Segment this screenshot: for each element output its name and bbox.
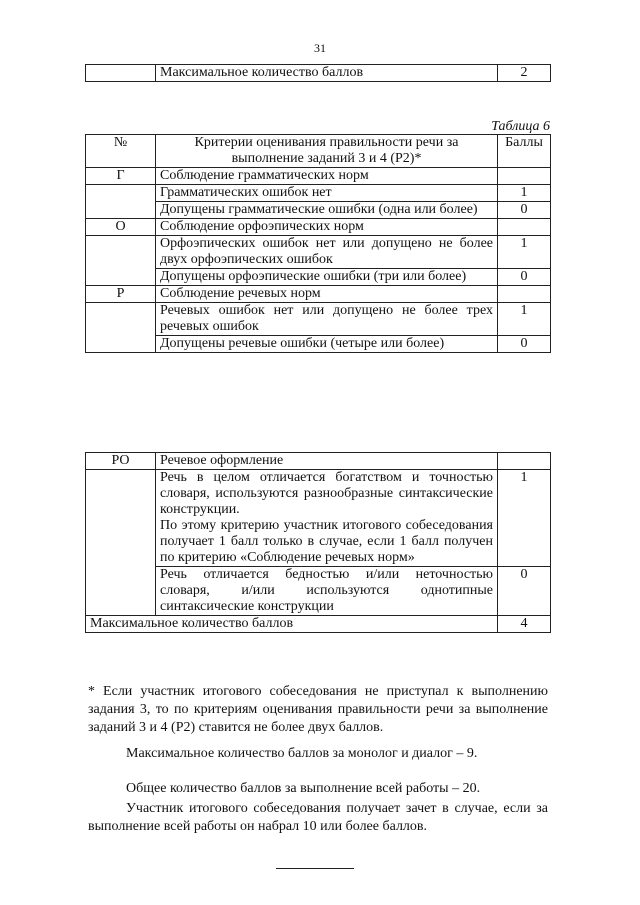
- empty-cell: [86, 236, 156, 286]
- total-points: Общее количество баллов за выполнение всей работы – 20.: [126, 781, 481, 796]
- section-title: Соблюдение речевых норм: [156, 286, 498, 303]
- criterion-points: 0: [498, 336, 551, 353]
- empty-cell: [498, 453, 551, 470]
- criterion-points: 1: [498, 236, 551, 269]
- max-score-label: Максимальное количество баллов: [86, 616, 498, 633]
- empty-cell: [86, 65, 156, 82]
- end-rule: [276, 868, 354, 869]
- criterion-text: Допущены грамматические ошибки (одна или более): [156, 202, 498, 219]
- criterion-text: Речь отличается бедностью и/или неточностью словаря, и/или используются однотипные синтаксические конструкции: [156, 567, 498, 616]
- empty-cell: [86, 303, 156, 353]
- page-number: 31: [314, 41, 326, 55]
- footnote: * Если участник итогового собеседования не приступал к выполнению задания 3, то по критериям оценивания правильности речи за выполнение заданий 3 и 4 (Р2) ставится не более двух баллов.: [88, 684, 548, 735]
- criterion-text: Речевых ошибок нет или допущено не более трех речевых ошибок: [156, 303, 498, 336]
- empty-cell: [86, 185, 156, 219]
- criterion-text: Орфоэпических ошибок нет или допущено не более двух орфоэпических ошибок: [156, 236, 498, 269]
- criterion-points: 0: [498, 269, 551, 286]
- header-criteria: Критерии оценивания правильности речи за выполнение заданий 3 и 4 (Р2)*: [156, 135, 498, 168]
- pass-condition: Участник итогового собеседования получает зачет в случае, если за выполнение всей работы он набрал 10 или более баллов.: [88, 801, 548, 834]
- speech-correctness-table: [85, 134, 551, 353]
- criterion-points: 0: [498, 567, 551, 616]
- header-number: №: [86, 135, 156, 168]
- section-code: О: [86, 219, 156, 236]
- max-score-value: 2: [498, 65, 551, 82]
- section-code: РО: [86, 453, 156, 470]
- criterion-note: По этому критерию участник итогового собеседования получает 1 балл только в случае, если 1 балл получен по критерию «Соблюдение речевых норм»: [160, 518, 493, 565]
- criterion-points: 0: [498, 202, 551, 219]
- section-title: Соблюдение грамматических норм: [156, 168, 498, 185]
- empty-cell: [86, 470, 156, 616]
- empty-cell: [498, 168, 551, 185]
- criterion-text: Допущены орфоэпические ошибки (три или более): [156, 269, 498, 286]
- criterion-text: [156, 470, 498, 567]
- max-score-label: Максимальное количество баллов: [156, 65, 498, 82]
- criterion-points: 1: [498, 303, 551, 336]
- table-6-caption: Таблица 6: [491, 119, 550, 134]
- section-title: Речевое оформление: [156, 453, 498, 470]
- empty-cell: [498, 219, 551, 236]
- header-points: Баллы: [498, 135, 551, 168]
- max-score-value: 4: [498, 616, 551, 633]
- section-title: Соблюдение орфоэпических норм: [156, 219, 498, 236]
- max-score-table-continued: [85, 64, 551, 82]
- speech-formatting-table: [85, 452, 551, 633]
- criterion-text: Грамматических ошибок нет: [156, 185, 498, 202]
- criterion-points: 1: [498, 185, 551, 202]
- max-monolog-dialog: Максимальное количество баллов за монолог и диалог – 9.: [126, 746, 478, 761]
- criterion-points: 1: [498, 470, 551, 567]
- section-code: Г: [86, 168, 156, 185]
- section-code: Р: [86, 286, 156, 303]
- criterion-text: Допущены речевые ошибки (четыре или более): [156, 336, 498, 353]
- empty-cell: [498, 286, 551, 303]
- criterion-main-text: Речь в целом отличается богатством и точностью словаря, используются разнообразные синтаксические конструкции.: [160, 470, 493, 517]
